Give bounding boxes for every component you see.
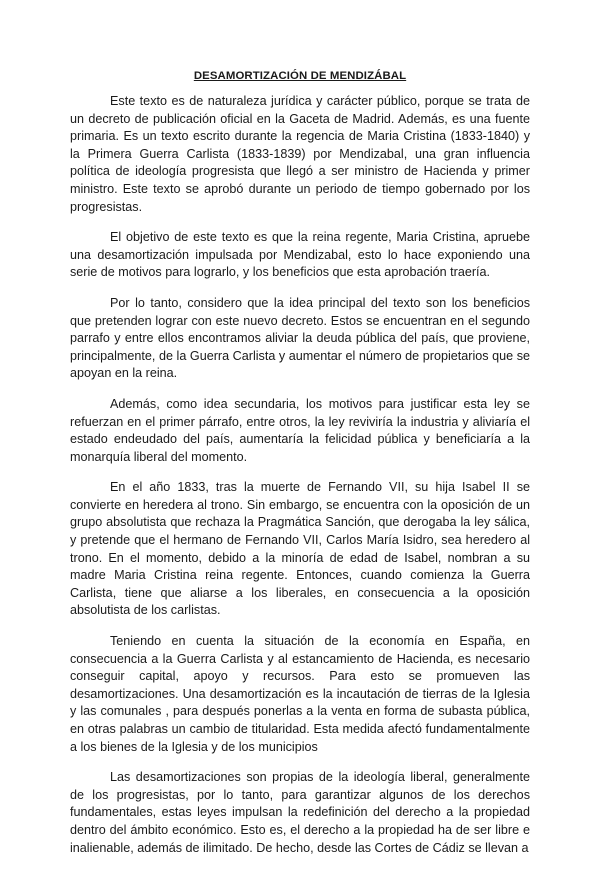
paragraph-4: Además, como idea secundaria, los motivos para justificar esta ley se refuerzan en el primer párrafo, entre otros, la ley reviviría la industria y aliviaría el estado endeudado del país, aumentaría la felicidad pública y beneficiaría a la monarquía liberal del momento. bbox=[70, 396, 530, 464]
paragraph-1: Este texto es de naturaleza jurídica y carácter público, porque se trata de un decreto de publicación oficial en la Gaceta de Madrid. Además, es una fuente primaria. Es un texto escrito durante la regencia de Maria Cristina (1833-1840) y la Primera Guerra Carlista (1833-1839) por Mendizabal, una gran influencia política de ideología progresista que llegó a ser ministro de Hacienda y primer ministro. Este texto se aprobó durante un periodo de tiempo gobernado por los progresistas. bbox=[70, 94, 530, 214]
document-title: DESAMORTIZACIÓN DE MENDIZÁBAL bbox=[193, 70, 407, 82]
paragraph-3: Por lo tanto, considero que la idea principal del texto son los beneficios que pretenden lograr con este nuevo decreto. Estos se encuentran en el segundo parrafo y entre ellos encontramos aliviar la deuda pública del país, que proviene, principalmente, de la Guerra Carlista y aumentar el número de propietarios que se apoyan en la reina. bbox=[70, 295, 530, 381]
document-page bbox=[70, 70, 530, 870]
paragraph-6: Teniendo en cuenta la situación de la economía en España, en consecuencia a la Guerra Carlista y al estancamiento de Hacienda, es necesario conseguir capital, apoyo y recursos. Para esto se promueven las desamortizaciones. Una desamortización es la incautación de tierras de la Iglesia y las comunales , para después ponerlas a la venta en forma de subasta pública, en otras palabras un cambio de titularidad. Esta medida afectó fundamentalmente a los bienes de la Iglesia y de los municipios bbox=[70, 634, 530, 754]
paragraph-5: En el año 1833, tras la muerte de Fernando VII, su hija Isabel II se convierte en heredera al trono. Sin embargo, se encuentra con la oposición de un grupo absolutista que rechaza la Pragmática Sanción, que derogaba la ley sálica, y pretende que el hermano de Fernando VII, Carlos María Isidro, sea heredero al trono. En el momento, debido a la minoría de edad de Isabel, nombran a su madre Maria Cristina reina regente. Entonces, cuando comienza la Guerra Carlista, tiene que aliarse a los liberales, en consecuencia a la oposición absolutista de los carlistas. bbox=[70, 480, 530, 618]
paragraph-2: El objetivo de este texto es que la reina regente, Maria Cristina, apruebe una desamortización impulsada por Mendizabal, esto lo hace exponiendo una serie de motivos para lograrlo, y los beneficios que esta aprobación traería. bbox=[70, 230, 530, 280]
paragraph-7: Las desamortizaciones son propias de la ideología liberal, generalmente de los progresistas, por lo tanto, para garantizar algunos de los derechos fundamentales, estas leyes impulsan la redefinición del derecho a la propiedad dentro del ámbito económico. Esto es, el derecho a la propiedad ha de ser libre e inalienable, además de ilimitado. De hecho, desde las Cortes de Cádiz se llevan a bbox=[70, 770, 530, 855]
